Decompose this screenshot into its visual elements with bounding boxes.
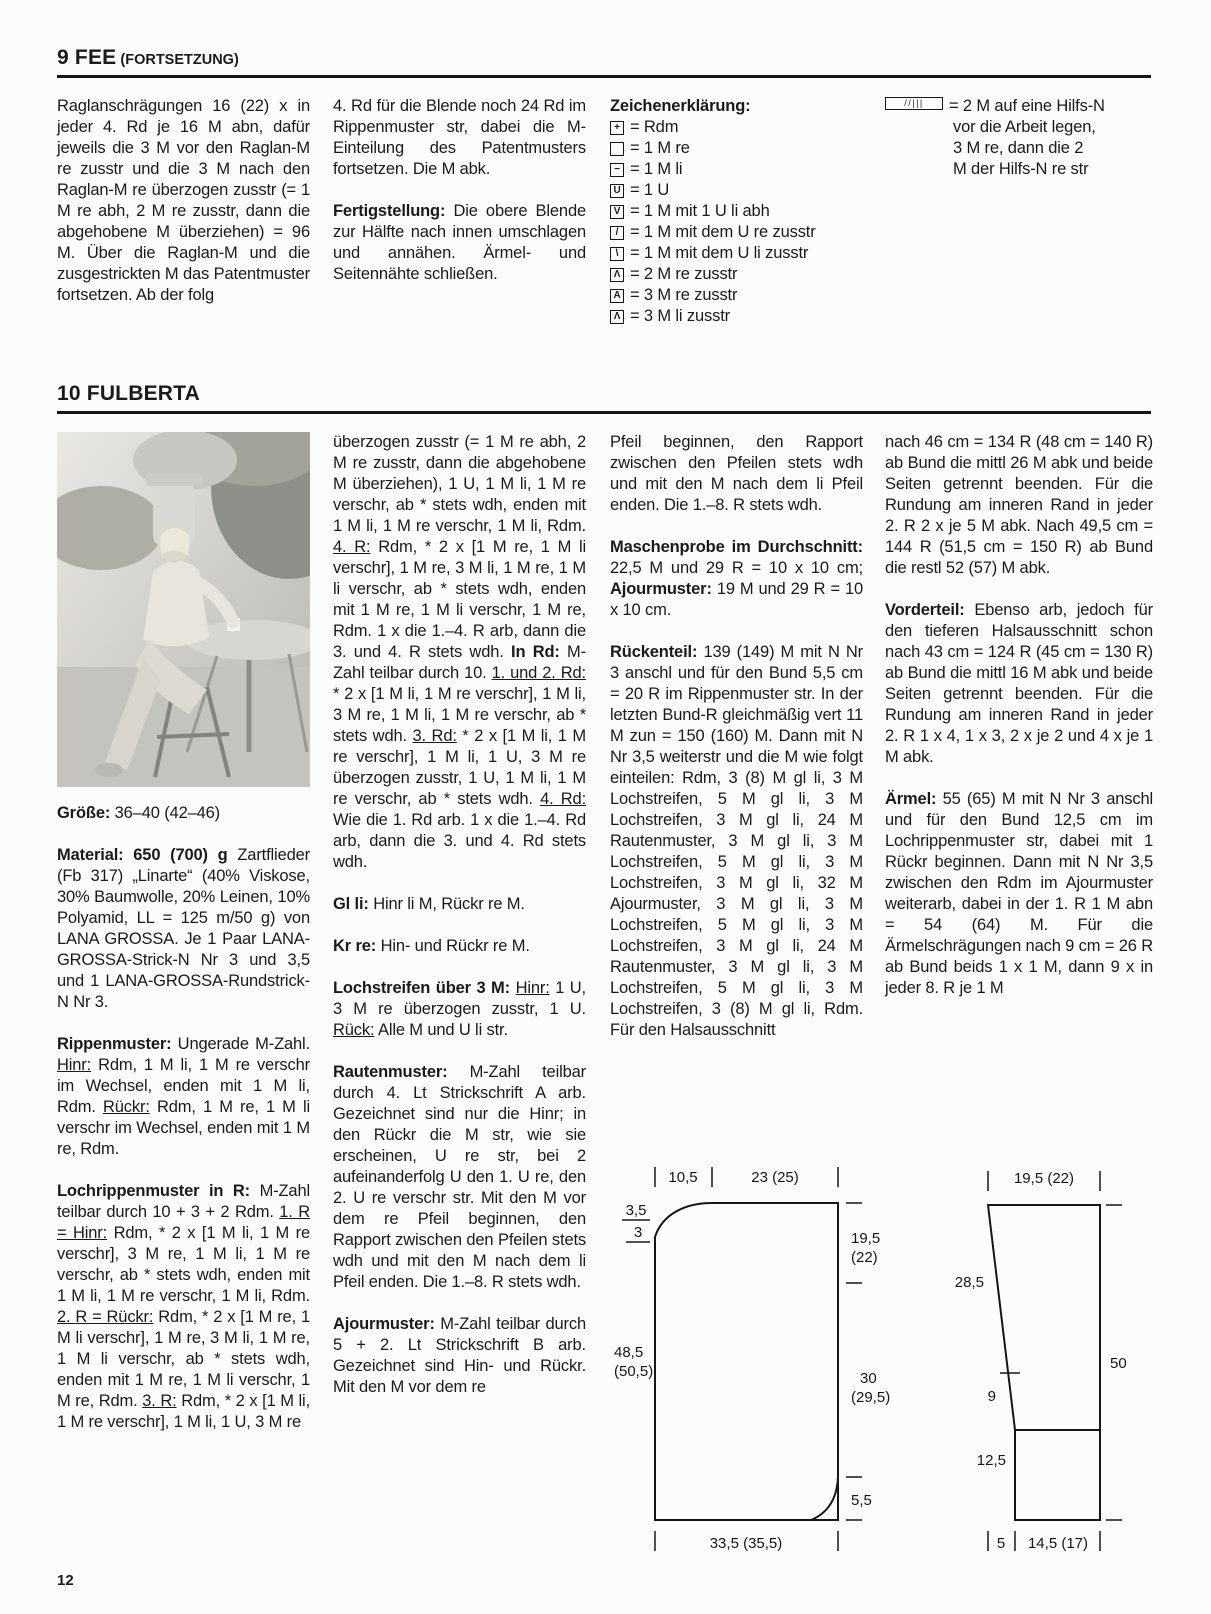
fulberta-column-1 (57, 432, 310, 1433)
schematic-sleeve-ticks (988, 1171, 1122, 1551)
knit-symbol-icon: V (610, 205, 624, 219)
text-run: Material: 650 (700) g (57, 846, 238, 864)
paragraph (333, 1314, 586, 1398)
paragraph (885, 432, 1153, 579)
text-run: Ungerade M-Zahl. (177, 1035, 310, 1053)
measurement-label: 33,5 (35,5) (709, 1535, 783, 1552)
text-run: Hinr: (515, 979, 550, 997)
text-run: Hin- und Rückr re M. (380, 937, 530, 955)
fee-title: 9 FEE (57, 46, 117, 69)
measurement-label: 48,5 (614, 1344, 644, 1361)
text-run: In Rd: (511, 643, 560, 661)
cable-text: 3 M re, dann die 2 (953, 139, 1084, 157)
paragraph (885, 600, 1153, 768)
legend-item (610, 306, 875, 327)
measurement-label: 12,5 (976, 1452, 1006, 1469)
paragraph (57, 1181, 310, 1433)
paragraph (333, 96, 586, 180)
schematics (608, 1135, 1156, 1583)
text-run: Maschenprobe im Durchschnitt: (610, 538, 863, 556)
paragraph (333, 432, 586, 873)
photo-fulberta (57, 432, 310, 787)
legend-item (610, 243, 875, 264)
text-run: * 2 x [1 M li, 1 M re verschr], 1 M li, 1 U, 3 M re überzogen zusstr, 1 U, 1 M li, 1 M re verschr, ab * stets wdh. (333, 727, 587, 808)
text-run: * 2 x [1 M li, 1 M re verschr], 1 M li, 3 M re, 1 M li, 1 M re verschr, ab * stets wdh. (333, 685, 586, 745)
text-run: Lochrippenmuster in R: (57, 1182, 260, 1200)
paragraph (333, 894, 586, 915)
text-run: M-Zahl teilbar durch 5 + 2. Lt Strickschrift B arb. Gezeichnet sind Hin- und Rückr. Mit den M vor dem re (333, 1315, 586, 1396)
text-run: 3. Rd: (412, 727, 457, 745)
measurement-label: 3,5 (625, 1202, 647, 1219)
paragraph (57, 1034, 310, 1160)
measurement-label: 5 (996, 1535, 1006, 1552)
measurement-label: 30 (860, 1370, 877, 1387)
text-run: Rippenmuster: (57, 1035, 178, 1053)
text-run: Rück: (333, 1021, 375, 1039)
text-run: 19 M und 29 R = 10 x 10 cm. (610, 580, 863, 619)
text-run: Fertigstellung: (333, 202, 454, 220)
legend-item (610, 117, 875, 138)
cable-symbol-icon: //||| (885, 97, 943, 110)
fee-column-2 (333, 96, 586, 285)
text-run: Ajourmuster: (610, 580, 712, 598)
symbol-legend (610, 96, 875, 327)
paragraph (885, 789, 1153, 999)
measurement-label: 10,5 (668, 1169, 698, 1186)
text-run: 4. Rd für die Blende noch 24 Rd im Rippenmuster str, dabei die M-Einteilung des Patentmusters fortsetzen. Die M abk. (333, 97, 586, 178)
knit-symbol-icon: − (610, 163, 624, 177)
text-run: Lochstreifen über 3 M: (333, 979, 516, 997)
text-run: Hinr: (57, 1056, 92, 1074)
text-run: Ebenso arb, jedoch für den tieferen Halsausschnitt schon nach 43 cm = 124 R (45 cm = 130 R) ab Bund die mittl 16 M abk und beide Seiten getrennt beenden. Für die Rundung am inneren Rand in jeder 2. R 1 x 4, 1 x 3, 2 x je 2 und 4 x je 1 M abk. (885, 601, 1153, 766)
text-run: 139 (149) M mit N Nr 3 anschl und für den Bund 5,5 cm = 20 R im Rippenmuster str. In der letzten Bund-R gleichmäßig vert 11 M zun = 150 (160) M. Dann mit N Nr 3,5 weiterstr und die M wie folgt einteilen: Rdm, 3 (8) M gl li, 3 M Lochstreifen, 5 M gl li, 3 M Lochstreifen, 3 M gl li, 24 M Rautenmuster, 3 M gl li, 3 M Lochstreifen, 5 M gl li, 3 M Lochstreifen, 3 M gl li, 32 M Ajourmuster, 3 M gl li, 3 M Lochstreifen, 5 M gl li, 3 M Lochstreifen, 3 M gl li, 24 M Rautenmuster, 3 M gl li, 3 M Lochstreifen, 5 M gl li, 3 M Lochstreifen, 3 (8) M gl li, Rdm. Für den Halsausschnitt (610, 643, 863, 1039)
text-run: überzogen zusstr (= 1 M re abh, 2 M re zusstr, dann die abgehobene M überziehen), 1 U, 1 M li, 1 M re verschr, ab * stets wdh, enden mit 1 M li, 1 M re verschr, 1 M li, Rdm. (333, 433, 586, 535)
text-run: Wie die 1. Rd arb. 1 x die 1.–4. Rd arb, dann die 3. und 4. Rd stets wdh. (333, 811, 586, 871)
text-run: Die obere Blende zur Hälfte nach innen umschlagen und annähen. Ärmel- und Seitennähte schließen. (333, 202, 586, 283)
fulberta-column-3 (610, 432, 863, 1041)
text-run: Rdm, * 2 x [1 M li, 1 M re verschr], 1 M li, 1 U, 3 M re (57, 1392, 310, 1431)
cable-line-1 (885, 96, 1153, 117)
legend-item (610, 201, 875, 222)
knit-symbol-icon: Λ (610, 268, 624, 282)
fulberta-column-4 (885, 432, 1153, 999)
paragraph (610, 537, 863, 621)
knit-symbol-icon: U (610, 184, 624, 198)
page-number: 12 (57, 1572, 74, 1589)
measurement-label: (29,5) (851, 1389, 891, 1406)
cable-note (885, 96, 1153, 180)
cable-text: vor die Arbeit legen, (953, 118, 1096, 136)
text-run: M-Zahl teilbar durch 4. Lt Strickschrift A arb. Gezeichnet sind nur die Hinr; in den Rückr die M str, wie sie erscheinen, U re str, bei 2 aufeinanderfolg U den 1. U re, den 2. U re verschr str. Mit den M vor dem re Pfeil beginnen, den Rapport zwischen den Pfeilen stets wdh und mit den M nach dem li Pfeil enden. Die 1.–8. R stets wdh. (333, 1063, 586, 1291)
measurement-label: 5,5 (851, 1492, 872, 1509)
measurement-label: 23 (25) (751, 1169, 799, 1186)
text-run: 2. R = Rückr: (57, 1308, 154, 1326)
text-run: Zartflieder (Fb 317) „Linarte“ (40% Viskose, 30% Baumwolle, 20% Leinen, 10% Polyamid, LL = 125 m/50 g) von LANA GROSSA. Je 1 Paar LANA-GROSSA-Strick-N Nr 3 und 3,5 und 1 LANA-GROSSA-Rundstrick-N Nr 3. (57, 846, 310, 1011)
text-run: M-Zahl teilbar durch 10. (333, 643, 586, 682)
text-run: Rdm, * 2 x [1 M li, 1 M re verschr], 3 M re, 1 M li, 1 M re verschr, ab * stets wdh, enden mit 1 M li, 1 M re verschr, 1 M li, Rdm. (57, 1224, 310, 1305)
text-run: Pfeil beginnen, den Rapport zwischen den Pfeilen stets wdh und mit den M nach dem li Pfeil enden. Die 1.–8. R stets wdh. (610, 433, 863, 514)
text-run: Rdm, * 2 x [1 M re, 1 M li verschr], 1 M re, 3 M li, 1 M re, 1 M li verschr, ab * stets wdh, enden mit 1 M re, 1 M li verschr, 1 M re, Rdm. (57, 1308, 310, 1410)
text-run: Rautenmuster: (333, 1063, 470, 1081)
measurement-label: 28,5 (954, 1274, 984, 1291)
legend-item-label: = 3 M re zusstr (630, 286, 738, 304)
text-run: M-Zahl teilbar durch 10 + 3 + 2 Rdm. (57, 1182, 310, 1221)
paragraph (57, 845, 310, 1013)
legend-item (610, 138, 875, 159)
text-run: Gl li: (333, 895, 374, 913)
legend-item-label: = 3 M li zusstr (630, 307, 730, 325)
legend-item (610, 285, 875, 306)
cable-text: M der Hilfs-N re str (953, 160, 1089, 178)
legend-item-label: = 1 M mit dem U li zusstr (630, 244, 809, 262)
paragraph (333, 936, 586, 957)
knit-symbol-icon: Ʌ (610, 310, 624, 324)
measurement-label: 19,5 (851, 1230, 881, 1247)
fulberta-column-2 (333, 432, 586, 1398)
measurement-label: (22) (851, 1249, 878, 1266)
legend-item (610, 222, 875, 243)
measurement-label: 14,5 (17) (1027, 1535, 1089, 1552)
schematic-sleeve-outline (988, 1205, 1100, 1520)
legend-item (610, 159, 875, 180)
legend-item-label: = 2 M re zusstr (630, 265, 738, 283)
text-run: Rdm, 1 M re, 1 M li verschr im Wechsel, enden mit 1 M re, Rdm. (57, 1098, 310, 1158)
measurement-label: 3 (633, 1224, 643, 1241)
knit-symbol-icon: A (610, 289, 624, 303)
text-run: Rdm, 1 M li, 1 M re verschr im Wechsel, enden mit 1 M li, Rdm. (57, 1056, 310, 1116)
measurement-label: 9 (987, 1388, 996, 1405)
knit-symbol-icon: + (610, 121, 624, 135)
legend-item-label: = 1 M mit 1 U li abh (630, 202, 770, 220)
legend-list (610, 117, 875, 327)
fulberta-col1-text (57, 803, 310, 1433)
text-run: Vorderteil: (885, 601, 975, 619)
text-run: Kr re: (333, 937, 381, 955)
text-run: 1 U, 3 M re überzogen zusstr, 1 U. (333, 979, 586, 1018)
legend-item-label: = Rdm (630, 118, 679, 136)
text-run: Rückenteil: (610, 643, 704, 661)
schematic-drawings (608, 1135, 1156, 1583)
fee-column-1 (57, 96, 310, 306)
paragraph (610, 642, 863, 1041)
knit-symbol-icon: \ (610, 247, 624, 261)
text-run: Ärmel: (885, 790, 943, 808)
paragraph (610, 432, 863, 516)
fulberta-section-header (57, 382, 1151, 414)
legend-item (610, 180, 875, 201)
measurement-label: (50,5) (614, 1363, 654, 1380)
legend-item-label: = 1 U (630, 181, 670, 199)
text-run: 36–40 (42–46) (114, 804, 221, 822)
paragraph (333, 978, 586, 1041)
schematic-body-outline (655, 1203, 838, 1520)
fee-section-header (57, 46, 1151, 78)
legend-title: Zeichenerklärung: (610, 97, 751, 115)
paragraph (333, 201, 586, 285)
paragraph (57, 96, 310, 306)
text-run: Ajourmuster: (333, 1315, 441, 1333)
text-run: Hinr li M, Rückr re M. (373, 895, 525, 913)
schematic-body-ticks (622, 1167, 862, 1551)
text-run: 3. R: (142, 1392, 177, 1410)
text-run: Rdm, * 2 x [1 M re, 1 M li verschr], 1 M re, 3 M li, 1 M re, 1 M li verschr, ab * stets wdh, enden mit 1 M re, 1 M li verschr, 1 M re, Rdm. 1 x die 1.–4. R arb, dann die 3. und 4. R stets wdh. (333, 538, 586, 661)
cable-text: = 2 M auf eine Hilfs-N (949, 97, 1105, 115)
text-run: 1. und 2. Rd: (491, 664, 586, 682)
text-run: 55 (65) M mit N Nr 3 anschl und für den Bund 12,5 cm im Lochrippenmuster str, dabei mit 1 Rückr beginnen. Dann mit N Nr 3,5 zwischen den Rdm im Ajourmuster weiterarb, dabei in der 1. R 1 M abn = 54 (64) M. Für die Ärmelschrägungen nach 9 cm = 26 R ab Bund beids 1 x 1 M, dann 9 x in jeder 8. R je 1 M (885, 790, 1153, 997)
photo-image (57, 432, 310, 787)
legend-item-label: = 1 M li (630, 160, 683, 178)
text-run: Rückr: (103, 1098, 150, 1116)
measurement-label: 50 (1110, 1355, 1127, 1372)
text-run: 4. Rd: (540, 790, 587, 808)
text-run: Alle M und U li str. (374, 1021, 508, 1039)
text-run: Größe: (57, 804, 115, 822)
fulberta-title: 10 FULBERTA (57, 382, 200, 405)
legend-item-label: = 1 M re (630, 139, 690, 157)
legend-item (610, 264, 875, 285)
measurement-label: 19,5 (22) (1013, 1170, 1075, 1187)
knit-symbol-icon (610, 142, 624, 156)
text-run: Raglanschrägungen 16 (22) x in jeder 4. Rd je 16 M abn, dafür jeweils die 3 M vor den Raglan-M re zusstr und die 3 M nach den Raglan-M re überzogen zusstr (= 1 M re abh, 2 M re zusstr, dann die abgehobene M überziehen) = 96 M. Über die Raglan-M und die zusgestrickten M das Patentmuster fortsetzen. Ab der folg (57, 97, 310, 304)
legend-item-label: = 1 M mit dem U re zusstr (630, 223, 816, 241)
paragraph (57, 803, 310, 824)
text-run: nach 46 cm = 134 R (48 cm = 140 R) ab Bund die mittl 26 M abk und beide Seiten getrennt beenden. Für die Rundung am inneren Rand in jeder 2. R 2 x je 5 M abk. Nach 49,5 cm = 144 R (51,5 cm = 150 R) ab Bund die restl 52 (57) M abk. (885, 433, 1153, 577)
knit-symbol-icon: / (610, 226, 624, 240)
paragraph (333, 1062, 586, 1293)
text-run: 22,5 M und 29 R = 10 x 10 cm; (610, 559, 863, 577)
text-run: 4. R: (333, 538, 371, 556)
text-run: 1. R = Hinr: (57, 1203, 310, 1242)
fee-title-suffix: (FORTSETZUNG) (116, 52, 239, 68)
